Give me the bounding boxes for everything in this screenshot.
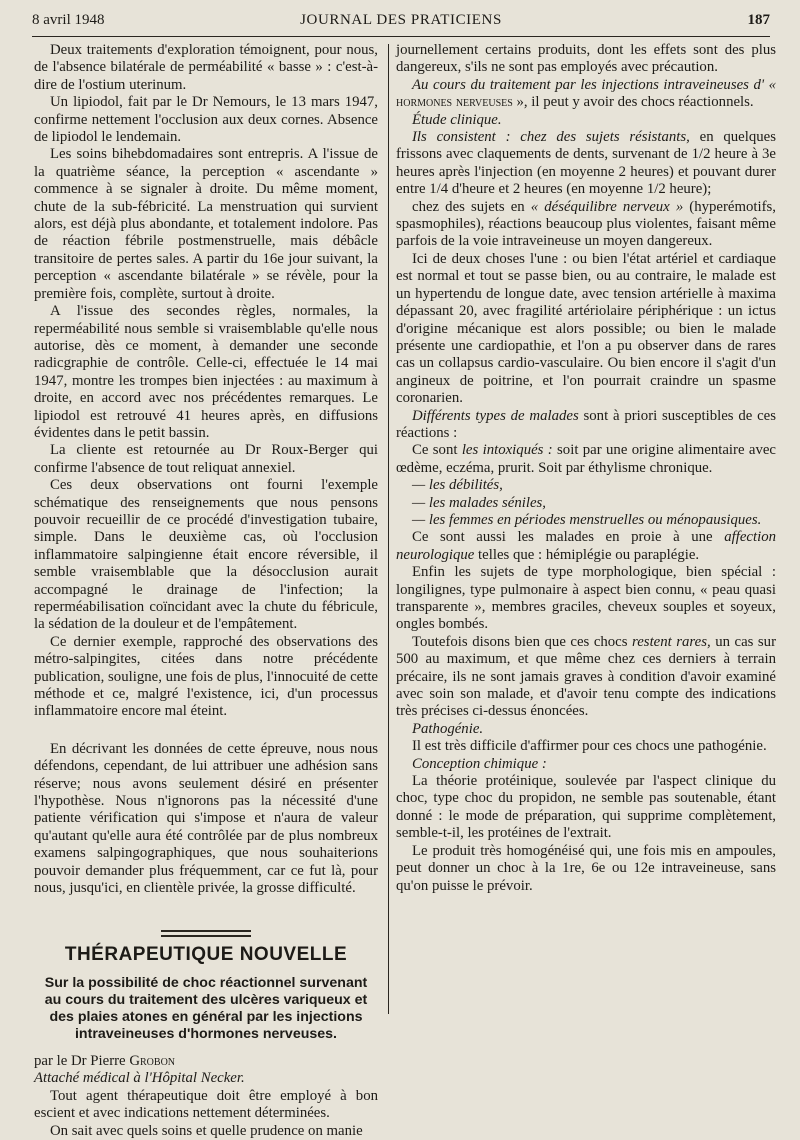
paragraph: La cliente est retournée au Dr Roux-Berger qui confirme l'absence de tout reliquat annexiel.: [34, 442, 378, 476]
running-header: [32, 8, 770, 32]
paragraph: On sait avec quels soins et quelle prudence on manie: [50, 1122, 363, 1139]
paragraph: Ils consistent : chez des sujets résistants, en quelques frissons avec claquements de dents, survenant de 1/2 heure à 3e heures après l'injection (en moyenne 2 heures) et pouvant durer entre 1/4 d'heure et 2 heures (en moyenne 1/2 heure);: [396, 129, 776, 198]
paragraph: Deux traitements d'exploration témoignent, pour nous, de l'absence bilatérale de perméabilité « basse » : c'est-à-dire de l'ostium uterinum.: [34, 42, 378, 93]
paragraph: Au cours du traitement par les injections intraveineuses d' « hormones nerveuses », il peut y avoir des chocs réactionnels.: [396, 76, 776, 111]
column-rule: [388, 44, 389, 1014]
byline: par le Dr Pierre Grobon: [34, 1052, 176, 1069]
paragraph: Enfin les sujets de type morphologique, bien spécial : longilignes, type pulmonaire à aspect bien connu, « peau quasi transparente », membres graciles, cheveux souples et soyeux, ongles bombés.: [396, 564, 776, 633]
paragraph: chez des sujets en « déséquilibre nerveux » (hyperémotifs, spasmophiles), réactions beaucoup plus violentes, faisant même parfois de la voie intraveineuse un moyen dangereux.: [396, 198, 776, 250]
paragraph: Ces deux observations ont fourni l'exemple schématique des renseignements que nous pensons pouvoir recueillir de ce procédé d'investigation tubaire, simple. Dans le deuxième cas, où l'occlusion inflammatoire salpingienne était encore réversible, il semble vraisemblable que la désocclusion aurait accompagné le drainage de l'infection; la reperméabilisation coïncidant avec la chute du fébricule, la sédation de la douleur et de l'empâtement.: [34, 477, 378, 633]
paragraph: Le produit très homogénéisé qui, une fois mis en ampoules, peut donner un choc à la 1re, 6e ou 12e intraveineuse, sans qu'on puisse le prévoir.: [396, 842, 776, 894]
right-column: [396, 42, 776, 895]
list-item: — les débilités,: [412, 477, 503, 494]
paragraph: Toutefois disons bien que ces chocs restent rares, un cas sur 500 au maximum, et que même chez ces derniers à terrain précaire, ils ne sont jamais graves à condition d'avoir examiné avec soin son malade, et d'avoir tenu compte des indications très précises ci-dessus énoncées.: [396, 633, 776, 720]
subheading: Pathogénie.: [412, 720, 484, 737]
list-item: — les malades séniles,: [412, 494, 546, 511]
paragraph: Un lipiodol, fait par le Dr Nemours, le 13 mars 1947, confirme nettement l'occlusion aux deux cornes. Absence de lipiodol le lendemain.: [34, 94, 378, 146]
subheading: Étude clinique.: [412, 111, 502, 128]
paragraph: Ce dernier exemple, rapproché des observations des métro-salpingites, citées dans notre précédente publication, souligne, une fois de plus, l'innocuité de cette méthode et ce, malgré l'existence, ici, d'un processus inflammatoire encore mal éteint.: [34, 633, 378, 720]
paragraph: La théorie protéinique, soulevée par l'aspect clinique du choc, type choc du propidon, ne semble pas soutenable, étant donné : le mode de préparation, qui supprime complètement, semble-t-il, les protéines de l'extrait.: [396, 773, 776, 842]
article-title: Sur la possibilité de choc réactionnel survenant au cours du traitement des ulcères variqueux et des plaies atones en général par les injections intraveineuses d'hormones nerveuses.: [44, 974, 368, 1042]
paragraph: Ici de deux choses l'une : ou bien l'état artériel et cardiaque est normal et tout se passe bien, ou au contraire, le malade est un hypertendu de longue date, avec tension artérielle à maxima dépassant 20, avec fragilité artériolaire périphérique : un ictus d'origine mécanique est alors possible; ou bien le malade présente une cardiopathie, et l'on a pu observer dans de rares cas un collapsus cardio-vasculaire. Ou bien encore il s'agit d'un angineux de poitrine, et l'on pourrait craindre un spasme coronarien.: [396, 250, 776, 407]
paragraph: Ce sont aussi les malades en proie à une affection neurologique telles que : hémiplégie ou paraplégie.: [396, 529, 776, 563]
header-rule: [32, 36, 770, 37]
section-title: THÉRAPEUTIQUE NOUVELLE: [64, 943, 348, 965]
paragraph: Tout agent thérapeutique doit être employé à bon escient et avec indications nettement déterminées.: [34, 1087, 378, 1122]
author-name: Grobon: [129, 1052, 176, 1069]
paragraph: Ce sont les intoxiqués : soit par une origine alimentaire avec œdème, eczéma, prurit. Soit par éthylisme chronique.: [396, 442, 776, 476]
subheading: Conception chimique :: [412, 755, 547, 772]
left-column: [34, 42, 378, 1140]
paragraph: Les soins bihebdomadaires sont entrepris. A l'issue de la quatrième séance, la perception « ascendante » commence à se signaler à droite. Du même moment, chute de la sub-fébricité. La menstruation qui survient alors, est déjà plus abondante, et totalement indolore. Pas de réaction fébrile postmenstruelle, mais débâcle transitoire de pertes sales. A partir du 16e jour suivant, la perception « ascendante bilatérale » se révèle, pour la première fois, complète, surtout à droite.: [34, 146, 378, 302]
section-divider: [161, 930, 251, 937]
paragraph: journellement certains produits, dont les effets sont des plus dangereux, s'ils ne sont pas employés avec précaution.: [396, 42, 776, 76]
journal-title: JOURNAL DES PRATICIENS: [300, 12, 502, 28]
page-number: 187: [747, 12, 770, 28]
paragraph: Différents types de malades sont à priori susceptibles de ces réactions :: [396, 407, 776, 441]
paragraph: Il est très difficile d'affirmer pour ces chocs une pathogénie.: [412, 738, 767, 755]
issue-date: 8 avril 1948: [32, 12, 105, 28]
list-item: — les femmes en périodes menstruelles ou ménopausiques.: [412, 511, 762, 528]
paragraph: En décrivant les données de cette épreuve, nous nous défendons, cependant, de lui attribuer une adhésion sans réserve; nous avons seulement désiré en présenter l'hypothèse. Nous n'ignorons pas la nécessité d'une patiente vérification qui s'impose et n'aura de valeur qu'autant qu'elle aura été contrôlée par de plus nombreux examens salpingographiques, que nous souhaiterions pouvoir demander plus fréquemment, car ce fut là, pour nous, jusqu'ici, en clientèle privée, la grosse difficulté.: [34, 740, 378, 897]
paragraph: A l'issue des secondes règles, normales, la reperméabilité nous semble si vraisemblable qu'elle nous autorise, dès ce moment, à demander une seconde radicgraphie de contrôle. Celle-ci, effectuée le 14 mai 1947, montre les trompes bien injectées : au maximum à droite, en accord avec nos précédentes remarques. Le lipiodol est retrouvé 41 heures après, en diffusions évidentes dans le petit bassin.: [34, 303, 378, 441]
author-affiliation: Attaché médical à l'Hôpital Necker.: [34, 1070, 245, 1087]
